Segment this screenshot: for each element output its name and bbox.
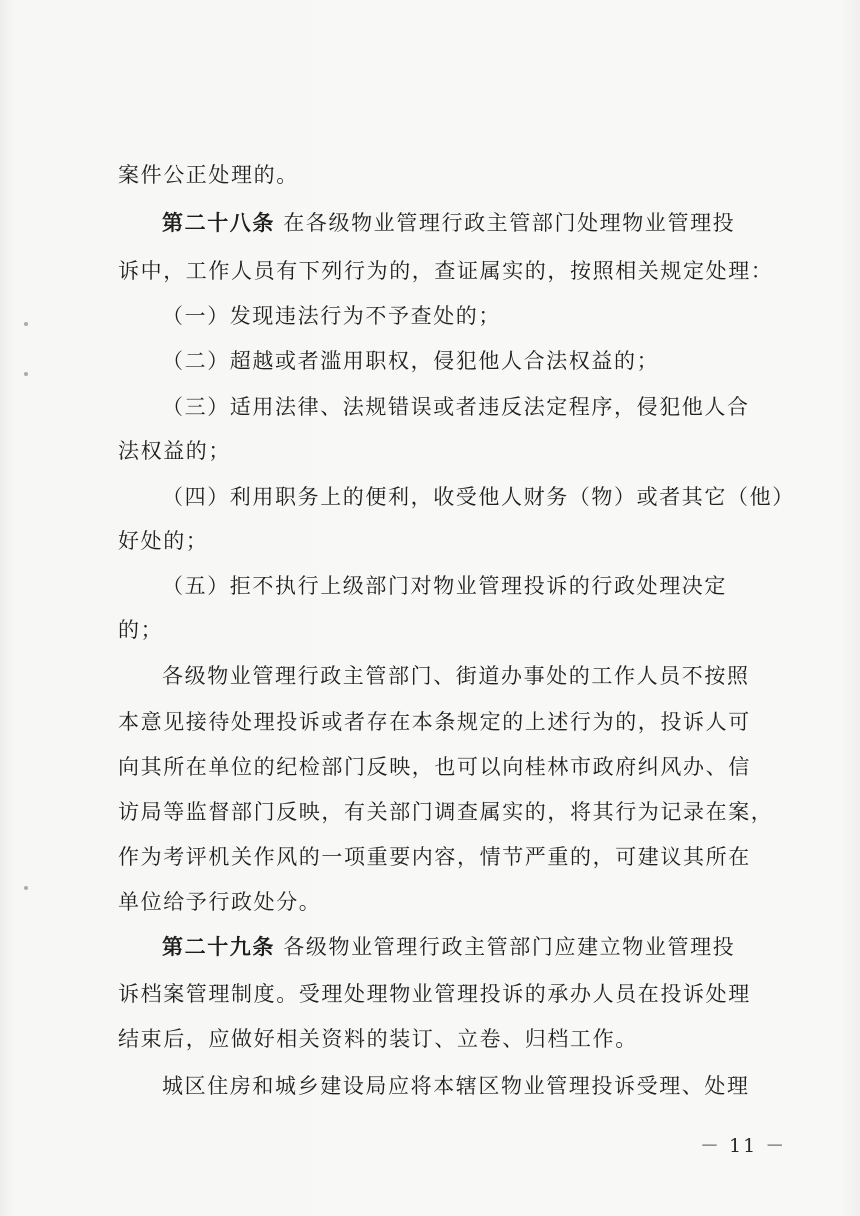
paragraph-line: 访局等监督部门反映，有关部门调查属实的，将其行为记录在案， [118, 800, 774, 824]
page-number: － 11 － [700, 1135, 787, 1157]
paragraph-line: 本意见接待处理投诉或者存在本条规定的上述行为的，投诉人可 [118, 710, 751, 734]
paragraph-line: 诉档案管理制度。受理处理物业管理投诉的承办人员在投诉处理 [118, 982, 751, 1006]
paragraph-line: 各级物业管理行政主管部门、街道办事处的工作人员不按照 [162, 664, 750, 688]
list-item-5: （五）拒不执行上级部门对物业管理投诉的行政处理决定 [162, 574, 727, 598]
list-item-1: （一）发现违法行为不予查处的； [162, 304, 501, 328]
list-item-4: （四）利用职务上的便利，收受他人财务（物）或者其它（他） [162, 485, 795, 509]
paragraph-line: 作为考评机关作风的一项重要内容，情节严重的，可建议其所在 [118, 845, 751, 869]
text-line-1: 案件公正处理的。 [118, 163, 299, 187]
paragraph-line: 向其所在单位的纪检部门反映，也可以向桂林市政府纠风办、信 [118, 755, 751, 779]
article-29-heading-line: 第二十九条 各级物业管理行政主管部门应建立物业管理投 [162, 934, 736, 959]
list-item-3-cont: 法权益的； [118, 439, 231, 463]
paragraph-line: 城区住房和城乡建设局应将本辖区物业管理投诉受理、处理 [162, 1074, 750, 1098]
list-item-5-cont: 的； [118, 618, 164, 642]
scan-speck [24, 886, 28, 890]
text-line-3: 诉中，工作人员有下列行为的，查证属实的，按照相关规定处理： [118, 259, 774, 283]
list-item-4-cont: 好处的； [118, 529, 209, 553]
scan-speck [24, 372, 28, 376]
article-number: 第二十九条 [162, 934, 275, 959]
article-number: 第二十八条 [162, 210, 275, 235]
paragraph-line: 单位给予行政处分。 [118, 890, 322, 914]
paragraph-line: 结束后，应做好相关资料的装订、立卷、归档工作。 [118, 1027, 638, 1051]
scan-speck [24, 322, 28, 326]
list-item-3: （三）适用法律、法规错误或者违反法定程序，侵犯他人合 [162, 395, 750, 419]
article-28-heading-line: 第二十八条 在各级物业管理行政主管部门处理物业管理投 [162, 210, 736, 235]
list-item-2: （二）超越或者滥用职权，侵犯他人合法权益的； [162, 349, 660, 373]
